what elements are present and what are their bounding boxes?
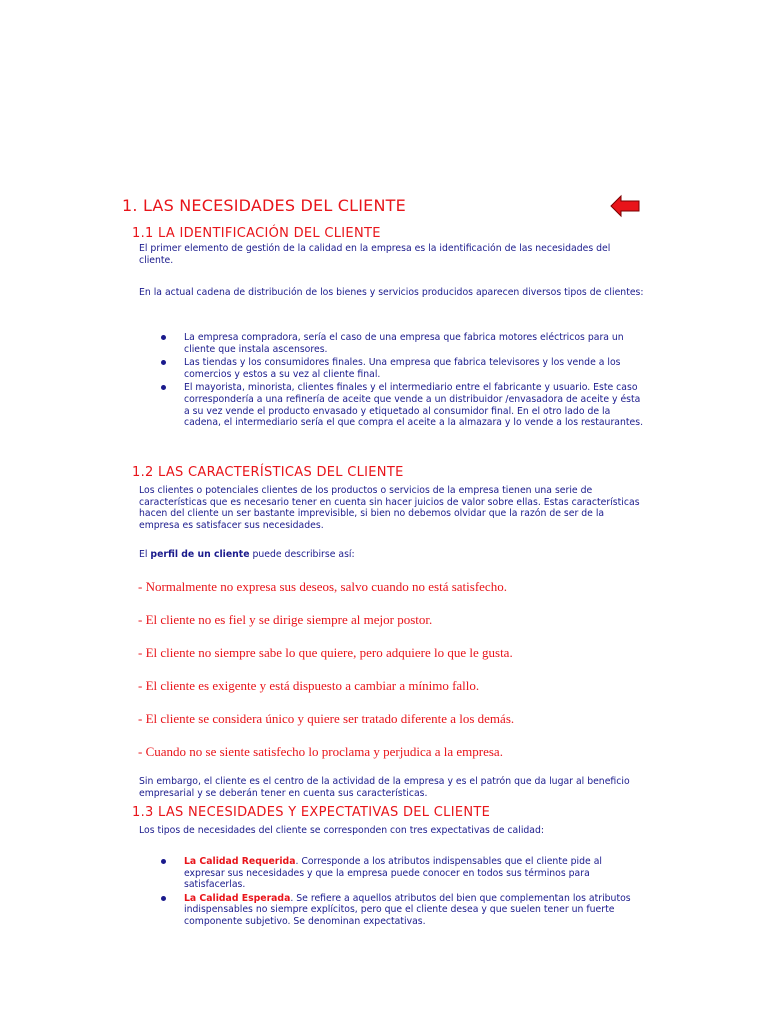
quality-term: La Calidad Esperada [184,892,291,904]
quality-term: La Calidad Requerida [184,856,296,867]
quality-description: . Se refiere a aquellos atributos del bien que complementan los atributos indispensables no siempre explícitos, pero que el cliente desea y que suelen tener un fuerte componente subjetivo. Se denominan expectativas. [184,892,631,927]
profile-line [139,549,644,561]
trait-line: - El cliente no es fiel y se dirige siempre al mejor postor. [138,612,433,627]
list-item: La empresa compradora, sería el caso de una empresa que fabrica motores eléctricos para un cliente que instala ascensores. [139,332,644,355]
quality-expectations-list [139,856,644,930]
back-arrow-icon[interactable] [610,194,640,218]
profile-suffix: puede describirse así: [249,549,355,560]
trait-line: - El cliente se considera único y quiere ser tratado diferente a los demás. [138,711,515,726]
section-heading-necesidades: 1.3 LAS NECESIDADES Y EXPECTATIVAS DEL CLIENTE [132,805,491,820]
list-item [139,856,644,891]
paragraph: En la actual cadena de distribución de los bienes y servicios producidos aparecen diversos tipos de clientes: [139,287,644,298]
client-types-list [139,332,644,431]
paragraph: El primer elemento de gestión de la calidad en la empresa es la identificación de las necesidades del cliente. [139,243,611,266]
profile-prefix: El [139,549,151,560]
trait-line: - El cliente no siempre sabe lo que quiere, pero adquiere lo que le gusta. [138,645,513,660]
list-item [139,893,644,928]
paragraph: Los clientes o potenciales clientes de los productos o servicios de la empresa tienen una serie de características que es necesario tener en cuenta sin hacer juicios de valor sobre ellas. Estas características hacen del cliente un ser bastante imprevisible, si bien no debemos olvidar que la razón de ser de la empresa es satisfacer sus necesidades. [139,485,640,531]
list-item: Las tiendas y los consumidores finales. Una empresa que fabrica televisores y los vende a los comercios y estos a su vez al cliente final. [139,357,644,380]
paragraph: Sin embargo, el cliente es el centro de la actividad de la empresa y es el patrón que da lugar al beneficio empresarial y se deberán tener en cuenta sus características. [139,776,630,799]
section-heading-identificacion: 1.1 LA IDENTIFICACIÓN DEL CLIENTE [132,226,381,241]
profile-term: perfil de un cliente [150,549,250,560]
trait-line: - El cliente es exigente y está dispuesto a cambiar a mínimo fallo. [138,678,480,693]
quality-description: . Corresponde a los atributos indispensables que el cliente pide al expresar sus necesidades y que la empresa puede conocer en todos sus términos para satisfacerlas. [184,856,602,891]
trait-line: - Normalmente no expresa sus deseos, salvo cuando no está satisfecho. [138,579,507,594]
trait-line: - Cuando no se siente satisfecho lo proclama y perjudica a la empresa. [138,744,503,759]
paragraph: Los tipos de necesidades del cliente se corresponden con tres expectativas de calidad: [139,825,545,836]
list-item: El mayorista, minorista, clientes finales y el intermediario entre el fabricante y usuario. Este caso correspondería a una refinería de aceite que vende a un distribuidor /envasadora de aceite y ésta a su vez vende el producto envasado y etiquetado al consumidor final. En el otro lado de la cadena, el intermediario sería el que compra el aceite a la almazara y lo vende a los restaurantes. [139,382,644,428]
section-heading-caracteristicas: 1.2 LAS CARACTERÍSTICAS DEL CLIENTE [132,465,404,480]
page-title: 1. LAS NECESIDADES DEL CLIENTE [122,196,406,215]
